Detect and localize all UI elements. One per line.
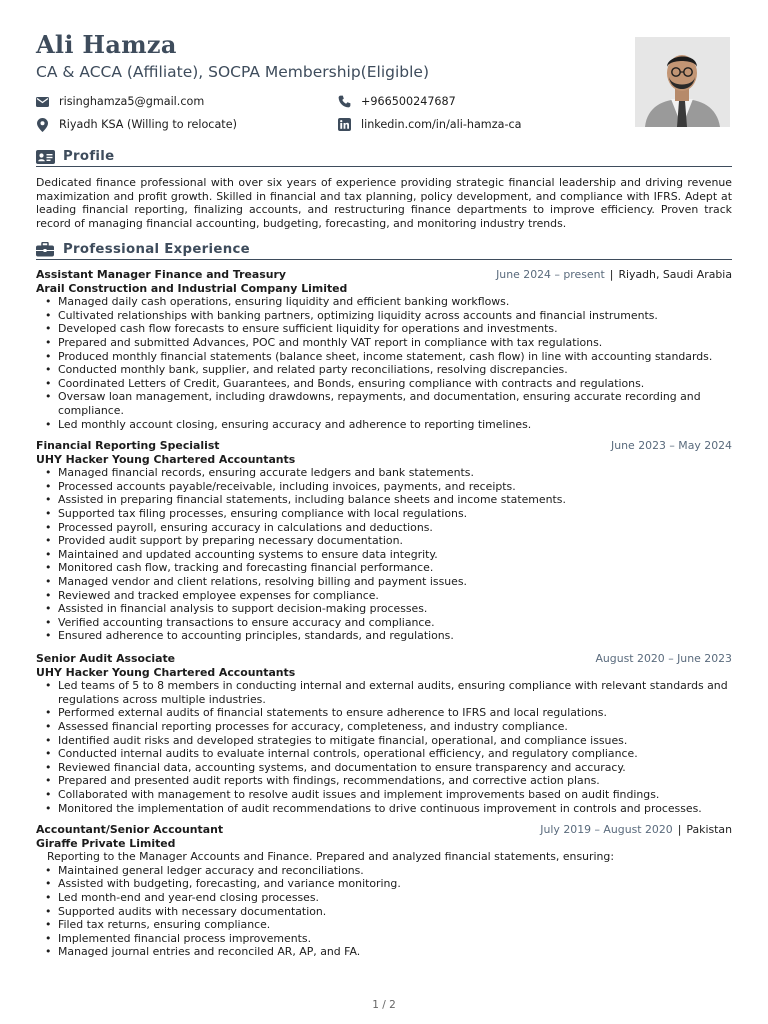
job-header-row bbox=[36, 268, 732, 282]
list-item: • Managed journal entries and reconciled AR, AP, and FA. bbox=[36, 945, 732, 959]
job-title: Senior Audit Associate bbox=[36, 652, 176, 665]
company-name: Giraffe Private Limited bbox=[36, 836, 176, 850]
list-item: • Reviewed financial data, accounting systems, and documentation to ensure transparency and accuracy. bbox=[36, 761, 732, 775]
job-entry bbox=[36, 439, 732, 643]
list-item: • Assisted in financial analysis to support decision-making processes. bbox=[36, 602, 732, 616]
contact-email[interactable] bbox=[36, 95, 204, 108]
company-name: UHY Hacker Young Chartered Accountants bbox=[36, 452, 296, 466]
email-text[interactable]: risinghamza5@gmail.com bbox=[59, 95, 205, 108]
contact-location bbox=[36, 118, 237, 131]
meta-separator: | bbox=[677, 823, 682, 836]
envelope-icon bbox=[36, 95, 49, 108]
linkedin-text[interactable]: linkedin.com/in/ali-hamza-ca bbox=[361, 118, 522, 131]
list-item: • Collaborated with management to resolve audit issues and implement improvements based on audit findings. bbox=[36, 788, 732, 802]
linkedin-icon bbox=[338, 118, 351, 131]
meta-separator: | bbox=[609, 268, 614, 281]
job-location: Pakistan bbox=[686, 823, 732, 836]
job-bullets bbox=[36, 466, 732, 643]
id-card-icon bbox=[36, 149, 55, 164]
location-text: Riyadh KSA (Willing to relocate) bbox=[59, 118, 237, 131]
job-meta bbox=[611, 439, 732, 453]
list-item: • Assisted in preparing financial statements, including balance sheets and income statements. bbox=[36, 493, 732, 507]
phone-text[interactable]: +966500247687 bbox=[361, 95, 456, 108]
list-item: • Produced monthly financial statements (balance sheet, income statement, cash flow) in line with accounting standards. bbox=[36, 350, 732, 364]
profile-photo bbox=[635, 37, 730, 127]
job-meta bbox=[496, 268, 732, 282]
job-date: June 2024 – present bbox=[496, 268, 605, 281]
profile-summary: Dedicated finance professional with over six years of experience providing strategic financial leadership and driving revenue maximization and profit growth. Skilled in financial and tax planning, policy development, and compliance with IFRS. Adept at leading financial reporting, finalizing accounts, and restructuring finance departments to improve efficiency. Proven track record of managing financial accounting, budgeting, forecasting, and monitoring industry trends. bbox=[36, 176, 732, 231]
job-title: Accountant/Senior Accountant bbox=[36, 823, 224, 836]
list-item: • Maintained general ledger accuracy and reconciliations. bbox=[36, 864, 732, 878]
job-meta bbox=[540, 823, 732, 837]
job-header-row bbox=[36, 652, 732, 666]
list-item: • Prepared and submitted Advances, POC and monthly VAT report in compliance with tax regulations. bbox=[36, 336, 732, 350]
candidate-name: Ali Hamza bbox=[36, 30, 177, 59]
list-item: • Led monthly account closing, ensuring accuracy and adherence to reporting timelines. bbox=[36, 418, 732, 432]
list-item: • Developed cash flow forecasts to ensure sufficient liquidity for operations and investments. bbox=[36, 322, 732, 336]
list-item: • Processed payroll, ensuring accuracy in calculations and deductions. bbox=[36, 521, 732, 535]
list-item: • Processed accounts payable/receivable, including invoices, payments, and receipts. bbox=[36, 480, 732, 494]
list-item: • Monitored cash flow, tracking and forecasting financial performance. bbox=[36, 561, 732, 575]
list-item: • Led teams of 5 to 8 members in conducting internal and external audits, ensuring compliance with relevant standards and regulations across multiple industries. bbox=[36, 679, 732, 706]
list-item: • Ensured adherence to accounting principles, standards, and regulations. bbox=[36, 629, 732, 643]
experience-heading: Professional Experience bbox=[63, 242, 250, 257]
list-item: • Assessed financial reporting processes for accuracy, completeness, and industry compliance. bbox=[36, 720, 732, 734]
list-item: • Maintained and updated accounting systems to ensure data integrity. bbox=[36, 548, 732, 562]
contact-phone[interactable] bbox=[338, 95, 456, 108]
list-item: • Conducted monthly bank, supplier, and related party reconciliations, resolving discrepancies. bbox=[36, 363, 732, 377]
list-item: • Managed financial records, ensuring accurate ledgers and bank statements. bbox=[36, 466, 732, 480]
job-meta bbox=[595, 652, 732, 666]
job-intro: Reporting to the Manager Accounts and Finance. Prepared and analyzed financial statements, ensuring: bbox=[47, 850, 615, 864]
job-entry bbox=[36, 268, 732, 431]
list-item: • Supported tax filing processes, ensuring compliance with local regulations. bbox=[36, 507, 732, 521]
job-date: June 2023 – May 2024 bbox=[611, 439, 732, 452]
list-item: • Cultivated relationships with banking partners, optimizing liquidity across accounts and financial instruments. bbox=[36, 309, 732, 323]
company-name: Arail Construction and Industrial Company Limited bbox=[36, 281, 348, 295]
job-location: Riyadh, Saudi Arabia bbox=[618, 268, 732, 281]
experience-section-header bbox=[36, 240, 732, 260]
list-item: • Oversaw loan management, including drawdowns, repayments, and documentation, ensuring accurate recording and compliance. bbox=[36, 390, 732, 417]
list-item: • Verified accounting transactions to ensure accuracy and compliance. bbox=[36, 616, 732, 630]
briefcase-icon bbox=[36, 242, 55, 257]
list-item: • Managed vendor and client relations, resolving billing and payment issues. bbox=[36, 575, 732, 589]
job-header-row bbox=[36, 823, 732, 837]
job-title: Assistant Manager Finance and Treasury bbox=[36, 268, 286, 281]
list-item: • Prepared and presented audit reports with findings, recommendations, and corrective action plans. bbox=[36, 774, 732, 788]
list-item: • Managed daily cash operations, ensuring liquidity and efficient banking workflows. bbox=[36, 295, 732, 309]
job-date: August 2020 – June 2023 bbox=[595, 652, 732, 665]
company-name: UHY Hacker Young Chartered Accountants bbox=[36, 665, 296, 679]
job-bullets bbox=[36, 679, 732, 815]
candidate-credentials: CA & ACCA (Affiliate), SOCPA Membership(Eligible) bbox=[36, 63, 430, 81]
location-pin-icon bbox=[36, 118, 49, 131]
list-item: • Coordinated Letters of Credit, Guarantees, and Bonds, ensuring compliance with contracts and regulations. bbox=[36, 377, 732, 391]
page-number: 1 / 2 bbox=[372, 999, 396, 1011]
job-title: Financial Reporting Specialist bbox=[36, 439, 220, 452]
job-bullets bbox=[36, 864, 732, 959]
list-item: • Assisted with budgeting, forecasting, and variance monitoring. bbox=[36, 877, 732, 891]
job-entry bbox=[36, 652, 732, 815]
list-item: • Performed external audits of financial statements to ensure adherence to IFRS and local regulations. bbox=[36, 706, 732, 720]
job-header-row bbox=[36, 439, 732, 453]
job-date: July 2019 – August 2020 bbox=[540, 823, 673, 836]
list-item: • Led month-end and year-end closing processes. bbox=[36, 891, 732, 905]
list-item: • Implemented financial process improvements. bbox=[36, 932, 732, 946]
list-item: • Conducted internal audits to evaluate internal controls, operational efficiency, and regulatory compliance. bbox=[36, 747, 732, 761]
job-entry bbox=[36, 823, 732, 959]
list-item: • Reviewed and tracked employee expenses for compliance. bbox=[36, 589, 732, 603]
profile-heading: Profile bbox=[63, 149, 115, 164]
list-item: • Identified audit risks and developed strategies to mitigate financial, operational, and compliance issues. bbox=[36, 734, 732, 748]
list-item: • Provided audit support by preparing necessary documentation. bbox=[36, 534, 732, 548]
list-item: • Supported audits with necessary documentation. bbox=[36, 905, 732, 919]
list-item: • Monitored the implementation of audit recommendations to drive continuous improvement in controls and processes. bbox=[36, 802, 732, 816]
job-bullets bbox=[36, 295, 732, 431]
phone-icon bbox=[338, 95, 351, 108]
contact-linkedin[interactable] bbox=[338, 118, 521, 131]
list-item: • Filed tax returns, ensuring compliance. bbox=[36, 918, 732, 932]
profile-section-header bbox=[36, 147, 732, 167]
